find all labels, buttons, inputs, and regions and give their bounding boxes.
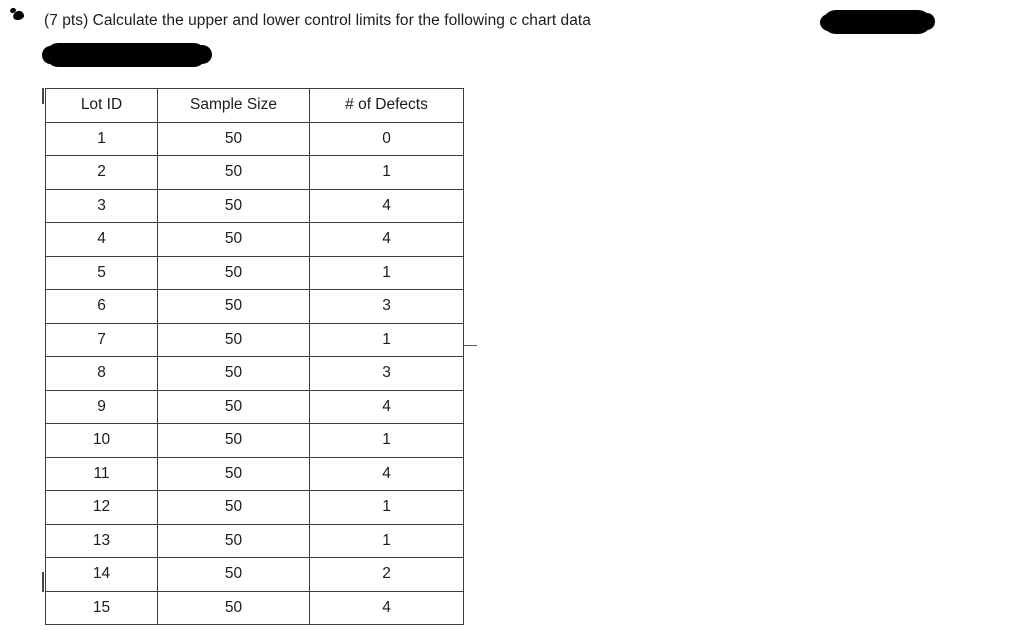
cell-lot-id: 6 [46,290,158,324]
column-header-defects: # of Defects [310,89,464,123]
table-row [46,156,464,190]
cell-defects: 1 [310,156,464,190]
table-row [46,591,464,625]
cell-lot-id: 9 [46,390,158,424]
cell-sample-size: 50 [158,591,310,625]
cell-defects: 4 [310,390,464,424]
c-chart-data-table [45,88,464,625]
cell-sample-size: 50 [158,491,310,525]
data-table-wrapper [45,88,464,625]
cell-defects: 4 [310,591,464,625]
cell-defects: 3 [310,290,464,324]
cell-sample-size: 50 [158,424,310,458]
table-header [46,89,464,123]
scan-artifact-tick-bottom [42,572,44,592]
column-header-sample-size: Sample Size [158,89,310,123]
table-row [46,323,464,357]
cell-lot-id: 14 [46,558,158,592]
table-row [46,122,464,156]
cell-lot-id: 3 [46,189,158,223]
cell-defects: 2 [310,558,464,592]
cell-sample-size: 50 [158,189,310,223]
cell-lot-id: 12 [46,491,158,525]
cell-sample-size: 50 [158,390,310,424]
table-row [46,189,464,223]
table-row [46,457,464,491]
cell-defects: 0 [310,122,464,156]
cell-defects: 4 [310,189,464,223]
cell-lot-id: 4 [46,223,158,257]
cell-lot-id: 8 [46,357,158,391]
table-body [46,122,464,625]
column-header-lot-id: Lot ID [46,89,158,123]
cell-lot-id: 11 [46,457,158,491]
table-row [46,491,464,525]
table-row [46,290,464,324]
redaction-blob-1 [823,10,931,34]
cell-defects: 3 [310,357,464,391]
cell-sample-size: 50 [158,457,310,491]
table-header-row [46,89,464,123]
cell-lot-id: 15 [46,591,158,625]
question-text: (7 pts) Calculate the upper and lower control limits for the following c chart data [44,12,591,29]
cell-sample-size: 50 [158,256,310,290]
table-row [46,558,464,592]
cell-defects: 4 [310,457,464,491]
table-row [46,357,464,391]
cell-lot-id: 5 [46,256,158,290]
cell-sample-size: 50 [158,122,310,156]
cell-defects: 1 [310,424,464,458]
cell-lot-id: 7 [46,323,158,357]
cell-lot-id: 10 [46,424,158,458]
cell-lot-id: 13 [46,524,158,558]
scan-artifact-tick-top [42,88,44,104]
table-row [46,424,464,458]
cell-sample-size: 50 [158,156,310,190]
cell-sample-size: 50 [158,223,310,257]
cell-defects: 1 [310,323,464,357]
cell-defects: 1 [310,256,464,290]
cell-lot-id: 2 [46,156,158,190]
cell-defects: 1 [310,524,464,558]
cell-defects: 4 [310,223,464,257]
table-row [46,256,464,290]
cell-sample-size: 50 [158,290,310,324]
table-row [46,223,464,257]
cell-sample-size: 50 [158,558,310,592]
cell-sample-size: 50 [158,357,310,391]
table-row [46,524,464,558]
bullet-point-icon [10,8,28,24]
cell-lot-id: 1 [46,122,158,156]
cell-sample-size: 50 [158,323,310,357]
cell-sample-size: 50 [158,524,310,558]
redaction-blob-2 [46,43,206,67]
table-row [46,390,464,424]
cell-defects: 1 [310,491,464,525]
